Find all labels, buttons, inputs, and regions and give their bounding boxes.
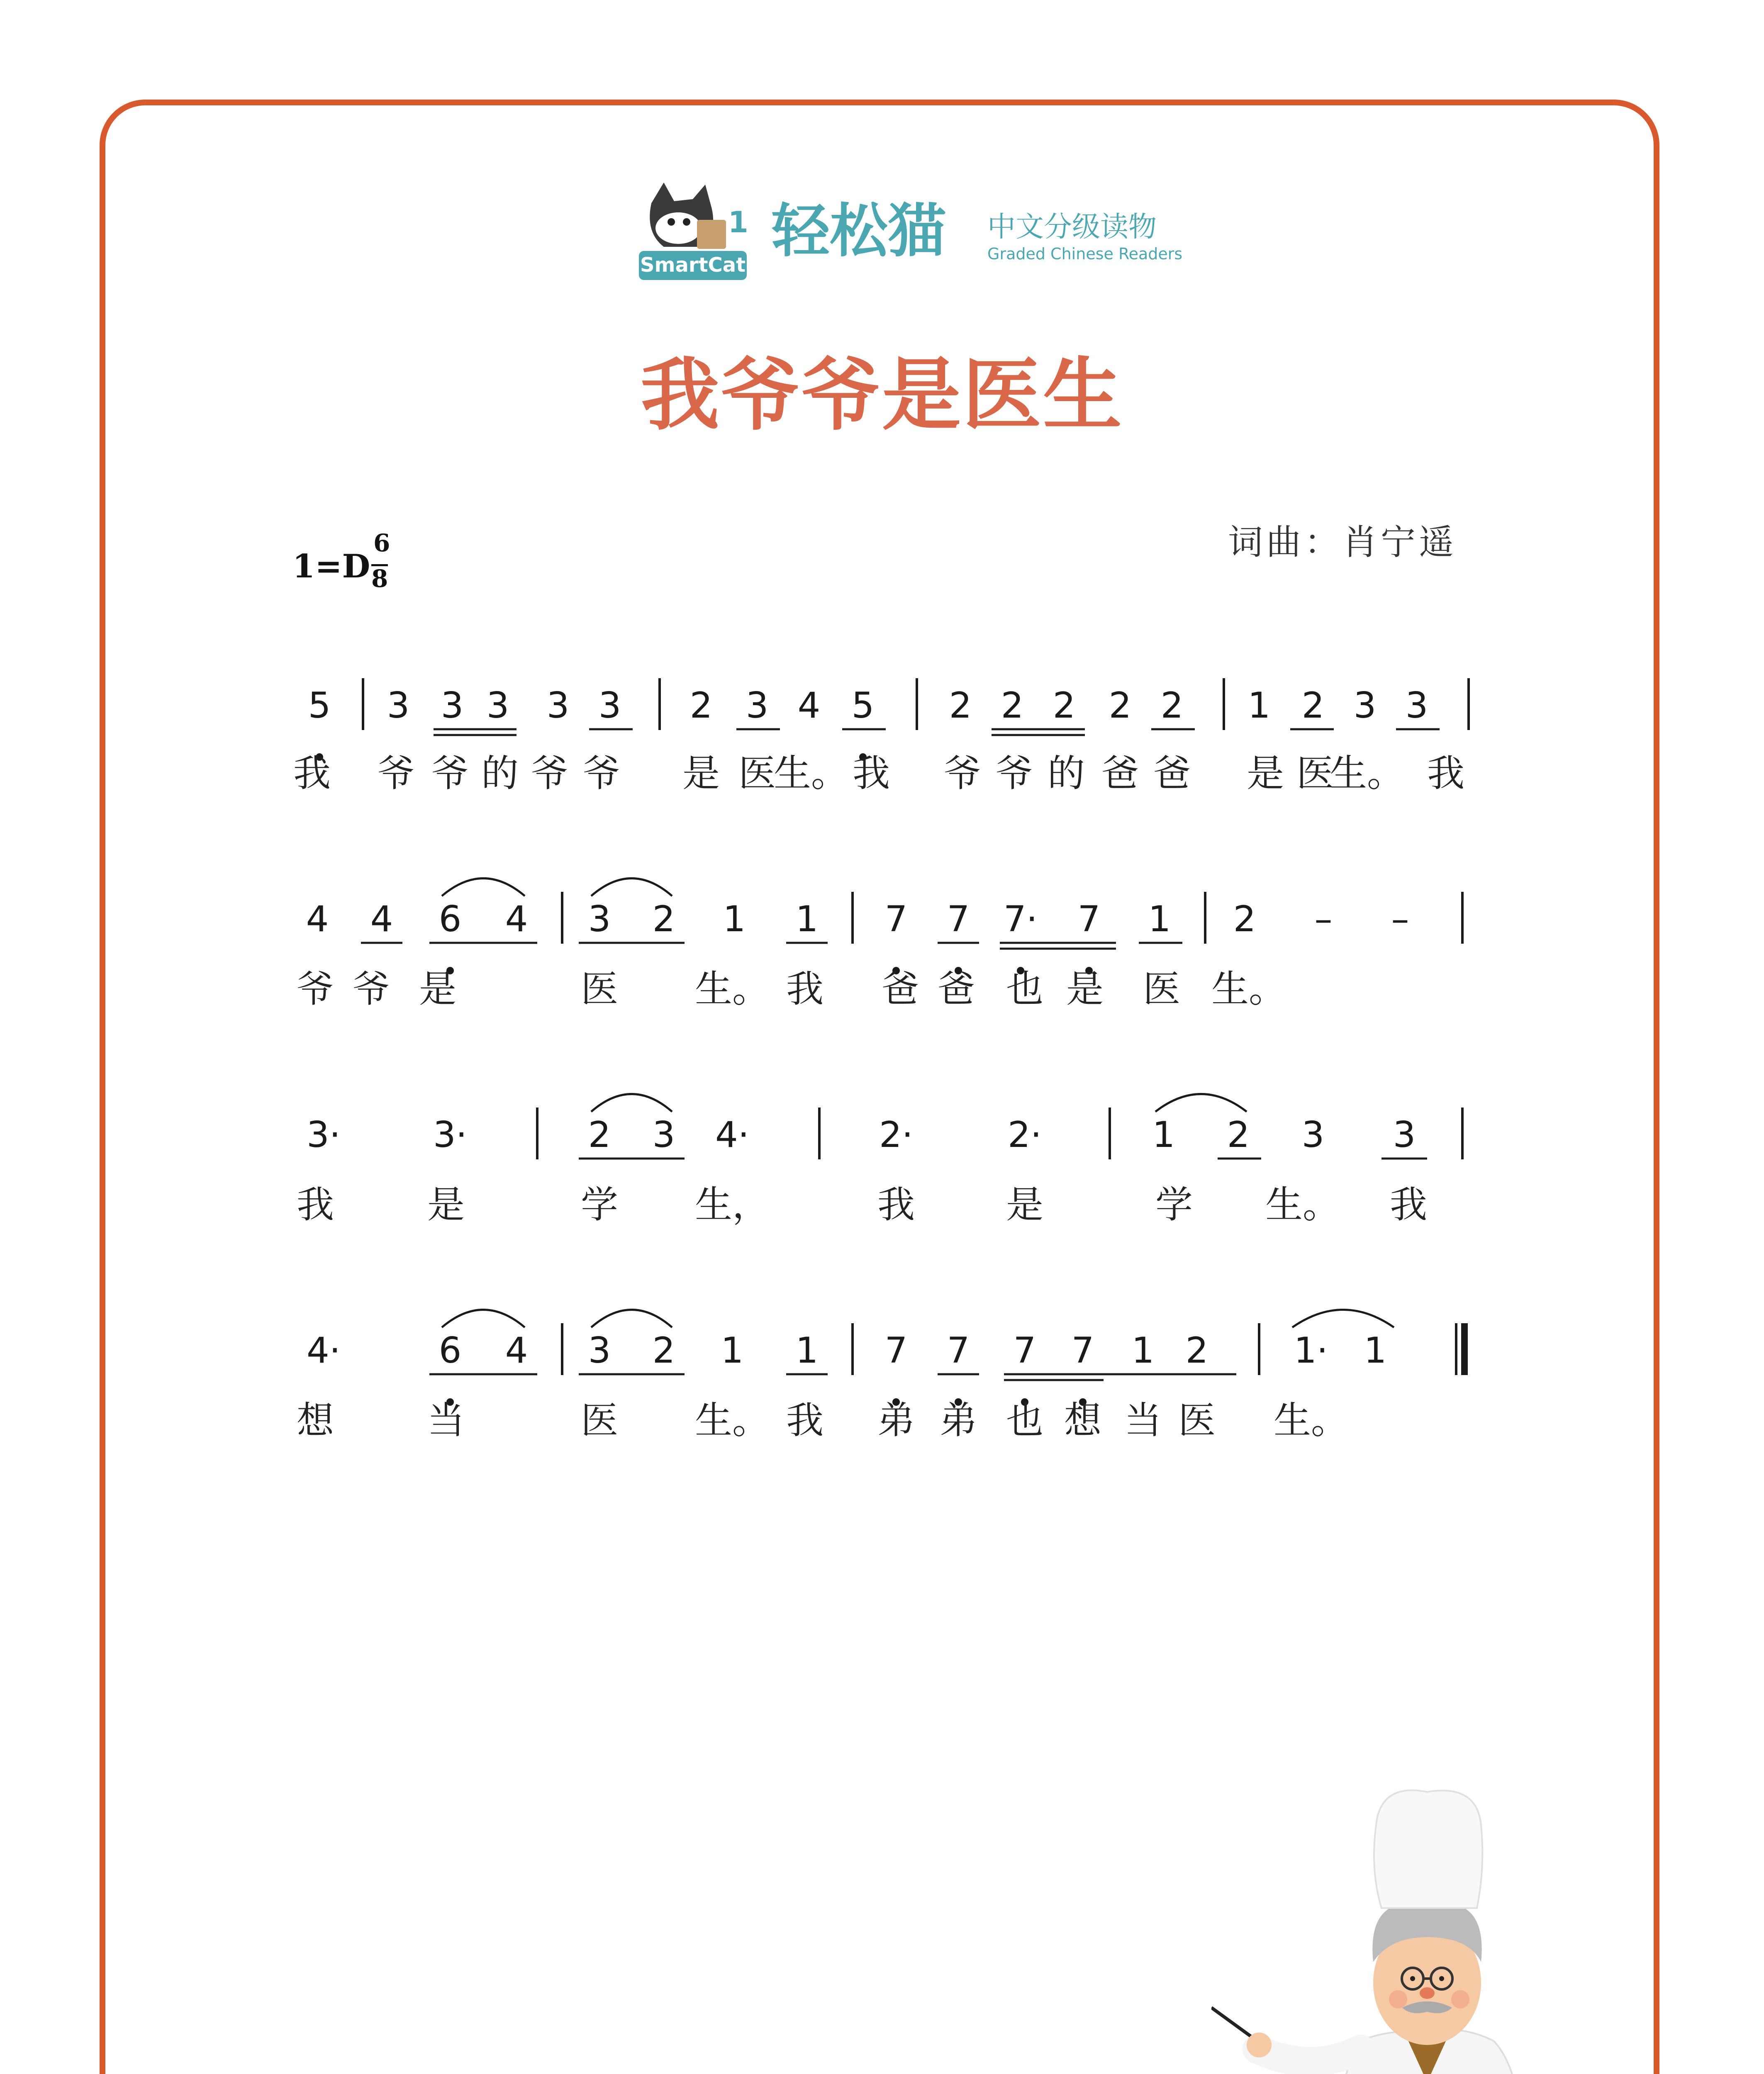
key-signature: 1=D [292, 548, 370, 585]
note: 2 [1185, 1330, 1208, 1371]
note: 3 [546, 685, 570, 726]
lyric-syllable: 爷 [297, 967, 334, 1011]
lyric-syllable: 生。 [1330, 752, 1404, 795]
note: 4 [797, 685, 821, 726]
lyric-syllable: 我 [786, 967, 824, 1011]
note: 3 [746, 685, 769, 726]
lyric-syllable: 爷 [583, 752, 620, 795]
lyric-syllable: 我 [786, 1399, 824, 1442]
note: 4 [505, 898, 528, 940]
lyric-syllable: 生。 [1274, 1399, 1348, 1442]
lyric-syllable: 爸 [938, 967, 975, 1011]
lyric-syllable: 是 [1066, 967, 1104, 1011]
lyric-syllable: 当 [1124, 1399, 1162, 1442]
note: 2 [1001, 685, 1024, 726]
brand-name: 轻松猫 [772, 197, 946, 265]
note: 3 [1353, 685, 1377, 726]
note: 3· [306, 1114, 341, 1156]
lyric-syllable: 是 [427, 1183, 465, 1227]
slur-arc [591, 879, 672, 896]
note: 3 [598, 685, 621, 726]
time-signature-top: 6 [373, 529, 390, 557]
note: 5 [851, 685, 875, 726]
lyric-syllable: 医 [581, 967, 618, 1011]
brand-tagline-en: Graded Chinese Readers [987, 245, 1183, 263]
doctor-at-desk-illustration [1211, 1784, 1614, 2074]
lyric-syllable: 爷 [996, 752, 1033, 795]
slur-arc [442, 879, 525, 896]
note: 3 [652, 1114, 675, 1156]
lyric-syllable: 生。 [1265, 1183, 1340, 1227]
note: 3 [588, 898, 611, 940]
note: 2 [652, 1330, 675, 1371]
note: 5 [308, 685, 331, 726]
note: 3 [1301, 1114, 1325, 1156]
lyric-syllable: 学 [581, 1183, 618, 1227]
note: 7 [884, 898, 908, 940]
lyric-syllable: 也 [1006, 967, 1043, 1011]
lyric-syllable: 爷 [944, 752, 981, 795]
lyric-syllable: 生。 [695, 1399, 770, 1442]
slur-arc [1155, 1094, 1247, 1112]
note: 6 [439, 898, 462, 940]
note: 7 [947, 1330, 970, 1371]
slur-arc [1292, 1310, 1394, 1328]
note: 3 [1393, 1114, 1416, 1156]
lyric-syllable: 生。 [1211, 967, 1286, 1011]
note: 2 [1301, 685, 1325, 726]
note: 2 [1053, 685, 1076, 726]
lyric-syllable: 是 [682, 752, 720, 795]
note: 1 [1152, 1114, 1175, 1156]
lyric-syllable: 是 [1247, 752, 1284, 795]
lyric-syllable: 爷 [531, 752, 568, 795]
note: 3 [1405, 685, 1428, 726]
lyric-syllable: 我 [853, 752, 890, 795]
note: 1 [721, 1330, 744, 1371]
note: 3 [588, 1330, 611, 1371]
note: 2 [949, 685, 972, 726]
lyric-syllable: 医 [1143, 967, 1180, 1011]
svg-text:1: 1 [728, 205, 748, 239]
note: 7· [1003, 898, 1038, 940]
lyric-syllable: 弟 [940, 1399, 977, 1442]
note: 3· [433, 1114, 468, 1156]
lyric-syllable: 我 [1390, 1183, 1427, 1227]
note: 1 [1247, 685, 1271, 726]
note: 6 [439, 1330, 462, 1371]
lyric-syllable: 我 [293, 752, 331, 795]
note: 2 [1227, 1114, 1250, 1156]
lyric-syllable: 我 [1427, 752, 1464, 795]
lyric-syllable: 弟 [877, 1399, 915, 1442]
note: 1 [1148, 898, 1171, 940]
slur-arc [591, 1094, 672, 1112]
note: 4· [306, 1330, 341, 1371]
song-credit: 词曲：肖宁遥 [1228, 522, 1457, 562]
note: 3 [486, 685, 509, 726]
note: 7 [884, 1330, 908, 1371]
lyric-syllable: 是 [419, 967, 456, 1011]
note: 1 [795, 1330, 819, 1371]
slur-arc [591, 1310, 672, 1328]
lyric-syllable: 医 [1178, 1399, 1216, 1442]
brand-tagline-cn: 中文分级读物 [987, 211, 1157, 243]
lyric-syllable: 医 [581, 1399, 618, 1442]
lyric-syllable: 爸 [1153, 752, 1191, 795]
lyric-syllable: 医 [1296, 752, 1334, 795]
lyric-syllable: 我 [877, 1183, 915, 1227]
lyric-syllable: 学 [1155, 1183, 1193, 1227]
note: 2 [588, 1114, 611, 1156]
lyric-syllable: 生。 [774, 752, 848, 795]
note: 2 [690, 685, 713, 726]
note: 1 [795, 898, 819, 940]
note: 4 [306, 898, 329, 940]
note: 2· [1007, 1114, 1042, 1156]
note: 3 [441, 685, 464, 726]
note: 4 [370, 898, 393, 940]
mascot-label: SmartCat [640, 253, 746, 277]
note: 7 [1077, 898, 1101, 940]
lyric-syllable: 当 [427, 1399, 465, 1442]
lyric-syllable: 爷 [378, 752, 415, 795]
note: 2 [1160, 685, 1184, 726]
note: 1 [723, 898, 746, 940]
lyric-syllable: 生。 [695, 967, 770, 1011]
note: 3 [387, 685, 410, 726]
lyric-syllable: 也 [1006, 1399, 1043, 1442]
note: 1· [1294, 1330, 1328, 1371]
song-title: 我爷爷是医生 [640, 348, 1123, 441]
note: 2 [1109, 685, 1132, 726]
lyric-syllable: 生， [695, 1183, 770, 1227]
lyric-syllable: 是 [1006, 1183, 1043, 1227]
slur-arc [442, 1310, 525, 1328]
lyric-syllable: 想 [1064, 1399, 1101, 1442]
note: 1 [1364, 1330, 1387, 1371]
lyric-syllable: 的 [481, 752, 519, 795]
note: 1 [1131, 1330, 1155, 1371]
note: 2 [652, 898, 675, 940]
lyric-syllable: 爸 [882, 967, 919, 1011]
note: – [1314, 898, 1333, 940]
note: 2· [879, 1114, 914, 1156]
note: 7 [1071, 1330, 1094, 1371]
lyric-syllable: 的 [1048, 752, 1085, 795]
note: 7 [947, 898, 970, 940]
lyric-syllable: 爷 [353, 967, 390, 1011]
lyric-syllable: 医 [738, 752, 776, 795]
lyric-syllable: 想 [297, 1399, 334, 1442]
note: 7 [1013, 1330, 1036, 1371]
time-signature-bottom: 8 [371, 565, 388, 593]
lyric-syllable: 我 [297, 1183, 334, 1227]
lyric-syllable: 爸 [1101, 752, 1139, 795]
note: 4· [715, 1114, 750, 1156]
note: 4 [505, 1330, 528, 1371]
note: – [1391, 898, 1409, 940]
note: 2 [1233, 898, 1256, 940]
lyric-syllable: 爷 [431, 752, 469, 795]
